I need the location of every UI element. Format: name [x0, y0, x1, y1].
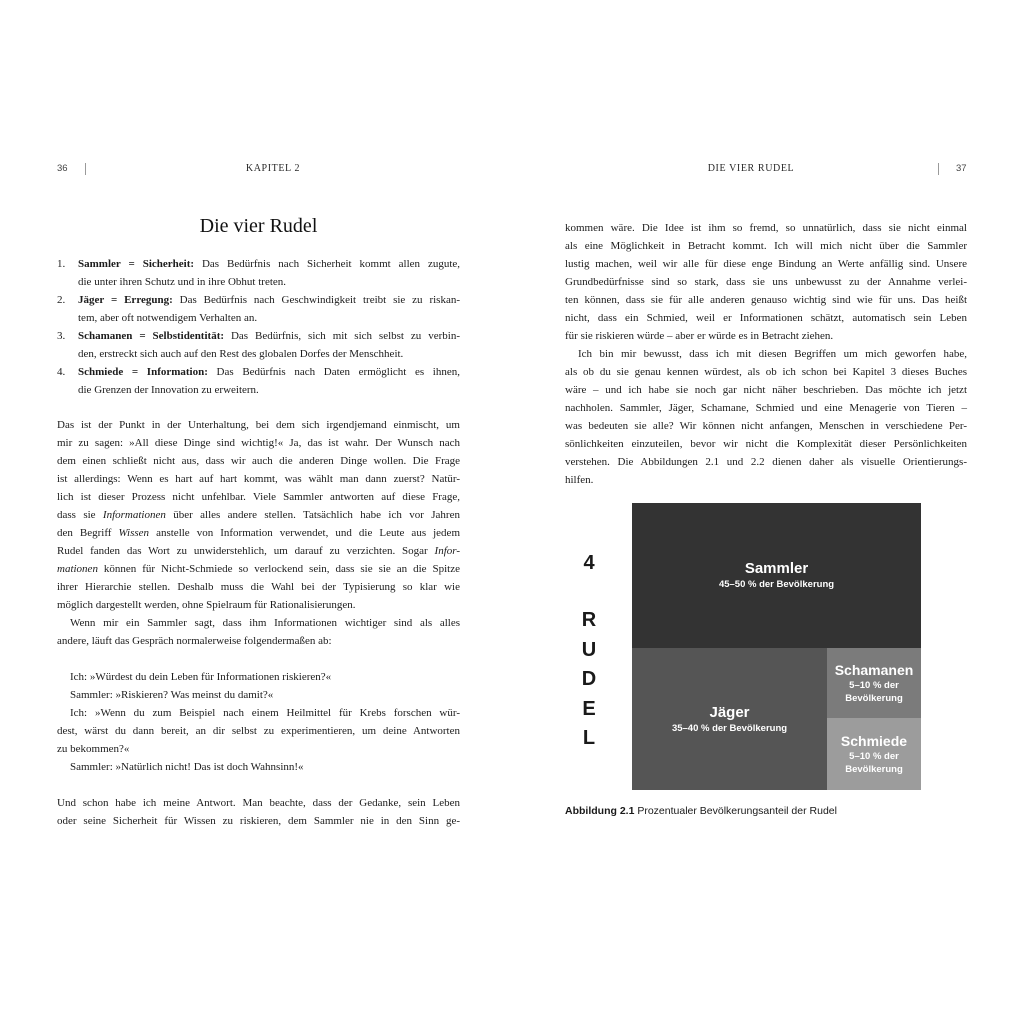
text-run: hilfen.	[565, 474, 594, 486]
list-number: 2.	[57, 294, 66, 306]
text-run: anstelle von Information verwendet, und die Leute aus jedem	[149, 527, 460, 539]
text-line	[565, 273, 967, 291]
text-line	[57, 794, 460, 812]
text-run: möglich dargestellt werden, ohne Spielraum für Rationalisierungen.	[57, 599, 356, 611]
list-number: 4.	[57, 366, 66, 378]
tile-share: Bevölkerung	[845, 692, 903, 704]
text-line	[57, 560, 460, 578]
text-run: Das ist der Punkt in der Unterhaltung, bei dem sich irgendjemand einmischt, um	[57, 419, 460, 431]
side-letter: D	[581, 668, 597, 690]
dialog-line	[57, 686, 460, 704]
text-line	[57, 578, 460, 596]
text-run: lich ist dieser Prozess nicht unfehlbar. Viele Sammler antworten auf diese Frage,	[57, 491, 460, 503]
tile-title: Schamanen	[834, 661, 914, 678]
text-run: oder seine Sicherheit für Wissen zu riskieren, dem Sammler nie in den Sinn ge-	[57, 815, 460, 827]
text-run: nachholen. Sammler, Jäger, Schamane, Schmied und eine Menagerie von Tieren –	[565, 402, 967, 414]
dialog-line	[57, 704, 460, 722]
text-line	[57, 488, 460, 506]
text-line	[565, 219, 967, 237]
text-run: andere, läuft das Gespräch normalerweise folgendermaßen ab:	[57, 635, 332, 647]
text-line	[565, 435, 967, 453]
text-line	[565, 345, 967, 363]
text-line	[57, 470, 460, 488]
text-line	[78, 309, 460, 327]
text-line	[57, 812, 460, 830]
text-run: ten können, dass sie für alle anderen genauso wichtig sind wie für uns. Das heißt	[565, 294, 967, 306]
text-line	[78, 381, 460, 399]
paragraph	[565, 219, 967, 345]
tile-share: 5–10 % der	[849, 750, 899, 762]
text-line	[57, 506, 460, 524]
tile-jaeger	[632, 648, 827, 790]
text-line	[57, 524, 460, 542]
text-line	[565, 327, 967, 345]
text-run: dest, wärst du dann bereit, an dir selbst zu experimentieren, um deine Antworten	[57, 725, 460, 737]
section-heading: Die vier Rudel	[199, 215, 318, 237]
paragraph	[57, 794, 460, 830]
text-run: die Grenzen der Innovation zu erweitern.	[78, 384, 259, 396]
text-run: nicht, dass ein Schmied, weil er Informationen schätzt, automatisch sein Leben	[565, 312, 967, 324]
text-run: ihrer Hierarchie stellen. Deshalb muss die Wahl bei der Typisierung so klar wie	[57, 581, 460, 593]
text-run: Sammler: »Natürlich nicht! Das ist doch Wahnsinn!«	[70, 761, 304, 773]
tile-schmiede	[827, 718, 921, 790]
tile-schamanen	[827, 648, 921, 718]
text-line	[78, 273, 460, 291]
text-run: verstehen. Die Abbildungen 2.1 und 2.2 dienen daher als visuelle Orientierungs-	[565, 456, 967, 468]
text-run: als eine Möglichkeit in Betracht kommt. Ich will mich nicht über die Sammler	[565, 240, 967, 252]
side-letter: R	[581, 609, 597, 631]
text-run: zu bekommen?«	[57, 743, 130, 755]
text-run: lustig machen, weil wir alle für diese enge Bindung an Werte anfällig sind. Unsere	[565, 258, 967, 270]
dialog-line	[57, 668, 460, 686]
text-line	[78, 327, 460, 345]
text-run: den, erstreckt sich auch auf den Rest des globalen Dorfes der Menschheit.	[78, 348, 404, 360]
text-line	[78, 345, 460, 363]
text-run: Das Bedürfnis nach Daten ermöglicht es ihnen,	[207, 366, 460, 378]
header-divider-right	[938, 163, 939, 175]
paragraph	[57, 416, 460, 614]
text-run: für sie riskieren würde – aber er würde es in Betracht ziehen.	[565, 330, 834, 342]
text-run: Sammler: »Riskieren? Was meinst du damit?«	[70, 689, 274, 701]
text-line	[565, 453, 967, 471]
population-treemap	[632, 503, 921, 790]
text-run: Und schon habe ich meine Antwort. Man beachte, dass der Gedanke, sein Leben	[57, 797, 460, 809]
side-letter: L	[582, 727, 596, 749]
paragraph	[565, 345, 967, 489]
text-line	[57, 542, 460, 560]
list-item	[57, 363, 460, 399]
list-number: 1.	[57, 258, 66, 270]
text-line	[78, 291, 460, 309]
header-divider-left	[85, 163, 86, 175]
text-run: was bedeuten sie alle? Wir können nicht anfangen, Menschen in verschiedene Per-	[565, 420, 967, 432]
text-line	[78, 255, 460, 273]
text-run: können für Nicht-Schmiede so verlockend sein, dass sie sie an die Spitze	[97, 563, 460, 575]
running-head-left: KAPITEL 2	[245, 163, 301, 174]
text-run: Das Bedürfnis, sich mit sich selbst zu verbin-	[224, 330, 460, 342]
numbered-list	[57, 255, 460, 399]
text-run: Das Bedürfnis nach Sicherheit kommt allen zugute,	[194, 258, 461, 270]
text-run: wäre – und ich habe sie noch gar nicht näher beschrieben. Das möchte ich jetzt	[565, 384, 967, 396]
text-run: über alles andere stellen. Tatsächlich habe ich vor Jahren	[165, 509, 460, 521]
text-run: ist allerdings: Wenn es hart auf hart kommt, was wählt man dann zuerst? Natür-	[57, 473, 460, 485]
side-letter: E	[582, 697, 596, 720]
list-item	[57, 255, 460, 291]
side-letter: U	[581, 638, 597, 661]
text-run: die unter ihren Schutz und in ihre Obhut treten.	[78, 276, 287, 288]
page-number-right: 37	[956, 163, 967, 174]
list-term: Schamanen = Selbstidentität:	[78, 330, 225, 342]
figure-side-number: 4	[583, 552, 595, 574]
text-run: Ich: »Würdest du dein Leben für Informationen riskieren?«	[70, 671, 332, 683]
list-item	[57, 291, 460, 327]
text-line	[565, 363, 967, 381]
text-line	[57, 416, 460, 434]
tile-sammler	[632, 503, 921, 648]
text-line	[565, 399, 967, 417]
text-run: als ob du sie genau kennen würdest, als ob ich schon bei Kapitel 3 dieses Buches	[565, 366, 967, 378]
text-run: Das Bedürfnis nach Geschwindigkeit treibt sie zu riskan-	[172, 294, 460, 306]
dialog-line	[57, 722, 460, 740]
text-line	[565, 309, 967, 327]
text-run: Grundbedürfnisse sind so stark, dass sie uns unbewusst zu der Annahme verlei-	[565, 276, 967, 288]
tile-title: Sammler	[744, 560, 809, 577]
running-head-right: DIE VIER RUDEL	[707, 163, 795, 174]
caption-label: Abbildung 2.1	[565, 805, 635, 817]
text-line	[57, 614, 460, 632]
text-line	[57, 434, 460, 452]
text-run: den Begriff	[57, 527, 119, 539]
list-term: Jäger = Erregung:	[78, 294, 173, 306]
page-number-left: 36	[57, 163, 68, 174]
paragraph	[57, 614, 460, 650]
text-run: Wenn mir ein Sammler sagt, dass ihm Informationen wichtiger sind als alles	[70, 617, 460, 629]
text-run: dem einen schließt nicht aus, dass wir auch die anderen Dinge wollen. Die Frage	[57, 455, 460, 467]
tile-share: Bevölkerung	[845, 763, 903, 775]
tile-title: Jäger	[709, 703, 750, 721]
tile-share: 35–40 % der Bevölkerung	[671, 722, 788, 734]
text-line	[57, 596, 460, 614]
list-term: Schmiede = Information:	[78, 366, 208, 378]
text-line	[565, 471, 967, 489]
text-line	[565, 417, 967, 435]
dialog-line	[57, 740, 460, 758]
text-line	[57, 452, 460, 470]
text-run: mir zu sagen: »All diese Dinge sind wichtig!« Ja, das ist wahr. Der Wunsch nach	[57, 437, 460, 449]
text-run: Rudel fanden das Wort zu unwiderstehlich, um darauf zu verzichten. Sogar	[57, 545, 435, 557]
list-item	[57, 327, 460, 363]
figure-caption	[565, 804, 967, 818]
list-term: Sammler = Sicherheit:	[78, 258, 195, 270]
caption-text: Prozentualer Bevölkerungsanteil der Rudel	[634, 805, 837, 817]
text-line	[57, 632, 460, 650]
text-run: sönlichkeiten einzuteilen, bevor wir nicht die Komplexität dieser Persönlichkeiten	[565, 438, 967, 450]
text-line	[565, 291, 967, 309]
tile-share: 45–50 % der Bevölkerung	[718, 579, 835, 590]
text-line	[78, 363, 460, 381]
text-run: kommen wäre. Die Idee ist ihm so fremd, so unnatürlich, dass sie nicht einmal	[565, 222, 967, 234]
italic-run: Wissen	[118, 527, 150, 539]
text-line	[565, 381, 967, 399]
figure-side-label	[569, 606, 609, 754]
italic-run: Infor-	[434, 545, 460, 557]
tile-title: Schmiede	[840, 732, 908, 749]
italic-run: Informationen	[102, 509, 166, 521]
list-number: 3.	[57, 330, 66, 342]
tile-share: 5–10 % der	[849, 679, 899, 691]
text-line	[565, 255, 967, 273]
dialog-line	[57, 758, 460, 776]
text-run: dass sie	[57, 509, 103, 521]
text-run: tem, aber oft notwendigem Verhalten an.	[78, 312, 258, 324]
text-run: Ich: »Wenn du zum Beispiel nach einem Heilmittel für Krebs forschen wür-	[70, 707, 460, 719]
italic-run: mationen	[57, 563, 98, 575]
text-run: Ich bin mir bewusst, dass ich mit diesen Begriffen um mich geworfen habe,	[578, 348, 967, 360]
text-line	[565, 237, 967, 255]
dialog	[57, 668, 460, 776]
